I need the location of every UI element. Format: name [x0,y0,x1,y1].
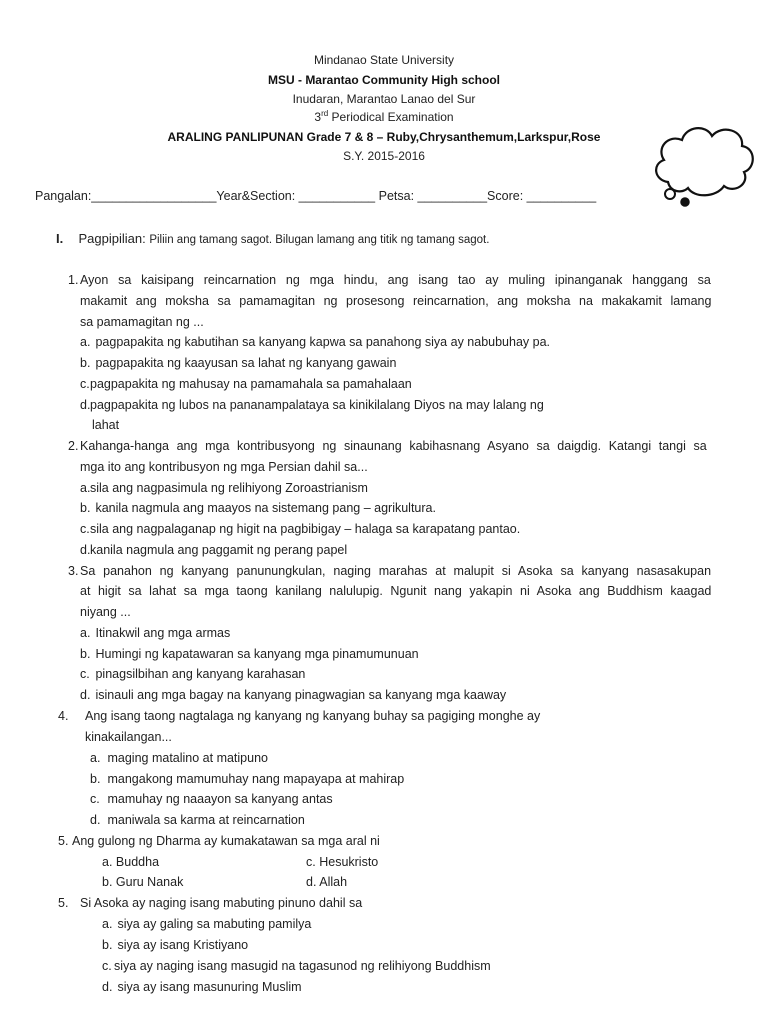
choice-item[interactable]: c.pagpapakita ng mahusay na pamamahala sa pamahalaan [80,377,412,391]
choice-item[interactable]: d. Allah [306,875,348,889]
choice-item[interactable]: d.pagpapakita ng lubos na pananampalataya sa kinikilalang Diyos na may lalang ng [80,398,544,412]
choice-continuation: lahat [92,418,120,432]
school-address: Inudaran, Marantao Lanao del Sur [292,92,476,106]
subject-title: ARALING PANLIPUNAN Grade 7 & 8 – Ruby,Chrysanthemum,Larkspur,Rose [167,130,601,144]
question-text: Sa panahon ng kanyang panunungkulan, naging marahas at malupit si Asoka sa kanyang nasasakupan [80,564,712,578]
question-number: 5. [58,834,69,848]
section-title: Pagpipilian: [78,231,146,246]
choice-item[interactable]: c. mamuhay ng naaayon sa kanyang antas [90,792,333,806]
question-number: 2. [68,439,79,453]
choice-item[interactable]: c.sila ang nagpalaganap ng higit na pagbibigay – halaga sa karapatang pantao. [80,522,521,536]
choice-item[interactable]: d. siya ay isang masunuring Muslim [102,980,302,994]
university-name: Mindanao State University [313,53,455,67]
section-number: I. [56,231,64,246]
choice-item[interactable]: a. Buddha [102,855,160,869]
question-text: at higit sa lahat sa mga taong kanilang nalulupig. Ngunit nang yakapin ni Asoka ang Buddhism kaagad [80,584,712,598]
choice-item[interactable]: a. siya ay galing sa mabuting pamilya [102,917,312,931]
choice-item[interactable]: b. Guru Nanak [102,875,184,889]
question-text: mga ito ang kontribusyon ng mga Persian dahil sa... [80,460,368,474]
section-instruction: Piliin ang tamang sagot. Bilugan lamang ang titik ng tamang sagot. [149,234,490,246]
question-text: Ang isang taong nagtalaga ng kanyang ng kanyang buhay sa pagiging monghe ay [85,709,541,723]
choice-item[interactable]: a. Itinakwil ang mga armas [80,626,231,640]
question-number: 3. [68,564,79,578]
question-number: 1. [68,273,79,287]
choice-item[interactable]: d. maniwala sa karma at reincarnation [90,813,305,827]
question-text: makamit ang moksha sa pamamagitan ng prosesong reincarnation, ang moksha na makakamit lamang [80,294,712,308]
choice-item[interactable]: a. maging matalino at matipuno [90,751,268,765]
choice-item[interactable]: d.kanila nagmula ang paggamit ng perang papel [80,543,348,557]
question-text: Kahanga-hanga ang mga kontribusyong ng sinaunang kabihasnang Asyano sa daigdig. Katangi tangi sa [80,439,707,453]
choice-item[interactable]: b. pagpapakita ng kaayusan sa lahat ng kanyang gawain [80,356,397,370]
question-number: 5. [58,896,69,910]
thought-cloud-icon [650,120,760,215]
question-text: kinakailangan... [85,730,172,744]
choice-item[interactable]: a.sila ang nagpasimula ng relihiyong Zoroastrianism [80,481,368,495]
school-name: MSU - Marantao Community High school [267,73,500,87]
choice-item[interactable]: b. siya ay isang Kristiyano [102,938,249,952]
question-number: 4. [58,709,69,723]
choice-item[interactable]: b. mangakong mamumuhay nang mapayapa at mahirap [90,772,405,786]
question-text: Ang gulong ng Dharma ay kumakatawan sa mga aral ni [72,834,380,848]
student-info-line: Pangalan:__________________Year&Section: ___________ Petsa: __________Score: __________ [35,189,597,203]
choice-item[interactable]: a. pagpapakita ng kabutihan sa kanyang kapwa sa panahong siya ay nabubuhay pa. [80,335,551,349]
choice-item[interactable]: b. Humingi ng kapatawaran sa kanyang mga pinamumunuan [80,647,419,661]
choice-item[interactable]: c. Hesukristo [306,855,379,869]
question-text: Si Asoka ay naging isang mabuting pinuno dahil sa [80,896,363,910]
school-year: S.Y. 2015-2016 [343,149,425,163]
question-text: sa pamamagitan ng ... [80,315,204,329]
choice-item[interactable]: c. pinagsilbihan ang kanyang karahasan [80,667,306,681]
question-text: Ayon sa kaisipang reincarnation ng mga hindu, ang isang tao ay muling ipinanganak hanggang sa [80,273,711,287]
exam-title: 3rd Periodical Examination [314,109,454,124]
choice-item[interactable]: d. isinauli ang mga bagay na kanyang pinagwagian sa kanyang mga kaaway [80,688,507,702]
choice-item[interactable]: c. siya ay naging isang masugid na tagasunod ng relihiyong Buddhism [102,959,491,973]
question-text: niyang ... [80,605,131,619]
section-heading [56,232,489,247]
choice-item[interactable]: b. kanila nagmula ang maayos na sistemang pang – agrikultura. [80,501,436,515]
